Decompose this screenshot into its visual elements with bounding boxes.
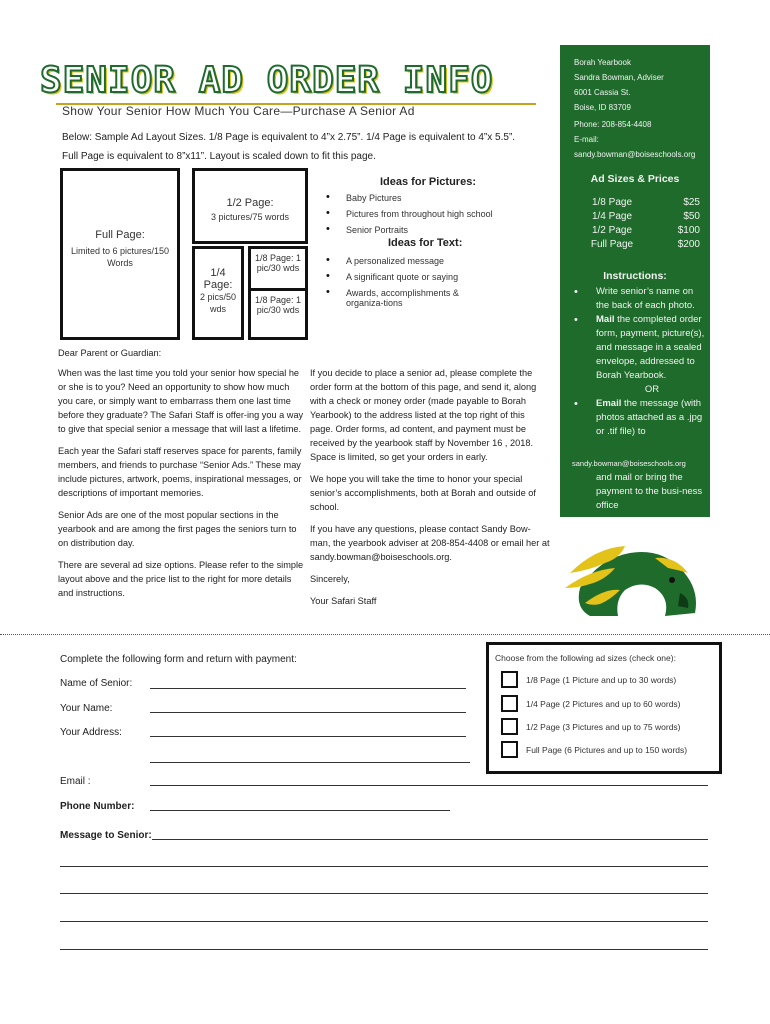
ad-size-option-label: 1/4 Page (2 Pictures and up to 60 words)	[526, 698, 681, 709]
price-row	[582, 196, 700, 210]
ideas-text-heading: Ideas for Text:	[388, 237, 463, 249]
ad-size-option-label: Full Page (6 Pictures and up to 150 words)	[526, 744, 688, 755]
or-separator: OR	[644, 384, 660, 395]
price-row	[582, 238, 700, 252]
letter-paragraph: There are several ad size options. Please refer to the simple layout above and the price list to the right for more details and instructions.	[58, 560, 304, 598]
ad-size-option[interactable]	[501, 741, 687, 758]
eighth-page-desc-1: pic/30 wds	[256, 263, 300, 273]
checkbox[interactable]	[501, 671, 518, 688]
ad-size-option-label: 1/8 Page (1 Picture and up to 30 words)	[526, 674, 677, 685]
price-row	[582, 224, 700, 238]
address-line: Borah Yearbook	[574, 58, 631, 67]
lion-mascot-icon	[560, 518, 710, 618]
letter-paragraph: If you have any questions, please contact Sandy Bow-man, the yearbook adviser at 208-854-4408 or email her at sandy.bowman@boiseschools.org.	[310, 524, 550, 562]
letter-paragraph: We hope you will take the time to honor your special senior’s accomplishments, both at Borah and outside of school.	[310, 474, 536, 512]
instructions-heading: Instructions:	[603, 270, 667, 282]
price-list	[582, 196, 700, 252]
cut-line	[0, 634, 770, 635]
instruction-email[interactable]: sandy.bowman@boiseschools.org	[572, 459, 686, 468]
checkbox[interactable]	[501, 741, 518, 758]
ad-size-option[interactable]	[501, 718, 681, 735]
price-size: 1/8 Page	[591, 197, 633, 208]
instruction-item: • Email the message (with photos attached as a .jpg or .tif file) to	[574, 397, 708, 439]
your-address-label: Your Address:	[60, 727, 122, 738]
instruction-item: • Write senior’s name on the back of each photo.	[574, 285, 708, 313]
phone-number: Phone: 208-854-4408	[574, 120, 652, 129]
your-name-field[interactable]	[150, 712, 466, 713]
eighth-page-sample-2	[248, 288, 308, 340]
list-item: • A significant quote or saying	[326, 272, 526, 282]
price-row	[582, 210, 700, 224]
full-page-desc: Limited to 6 pictures/150 Words	[70, 246, 170, 268]
address-line: Sandra Bowman, Adviser	[574, 73, 664, 82]
letter-paragraph: When was the last time you told your senior how special he or she is to you? Need an opportunity to show how much you care, or simply want to embarrass them one last time before they graduate? The Safari Staff is offer-ing you a way to give that special senior a message that will last a lifetime.	[58, 368, 304, 434]
eighth-page-label-2: 1/8 Page: 1	[254, 295, 302, 305]
sizes-heading: Ad Sizes & Prices	[590, 173, 680, 185]
checkbox[interactable]	[501, 695, 518, 712]
quarter-page-desc: 2 pics/50 wds	[199, 292, 237, 314]
list-item: • Pictures from throughout high school	[326, 209, 526, 219]
message-field-line[interactable]	[60, 866, 708, 867]
message-label: Message to Senior:	[60, 830, 152, 841]
message-field-line[interactable]	[152, 839, 708, 840]
letter-signature: Your Safari Staff	[310, 596, 377, 606]
address-field-line-2[interactable]	[150, 762, 470, 763]
price-size: Full Page	[590, 239, 634, 250]
email-label: Email :	[60, 776, 91, 787]
phone-label: Phone Number:	[60, 801, 135, 812]
list-item: • Awards, accomplishments & organiza-tions	[326, 288, 496, 308]
eighth-page-desc-2: pic/30 wds	[256, 305, 300, 315]
list-item: • A personalized message	[326, 256, 526, 266]
address-field-line-1[interactable]	[150, 736, 466, 737]
ad-size-heading: Choose from the following ad sizes (check one):	[495, 653, 676, 663]
ad-size-selector	[486, 642, 722, 774]
letter-paragraph: If you decide to place a senior ad, please complete the order form at the bottom of this page, and send it, along with a check or money order (made payable to Borah Yearbook) to the address listed at the top right of this page. Order forms, ad content, and payment must be received by the yearbook staff by November 16 , 2018. Space is limited, so get your orders in early.	[310, 368, 537, 462]
price-size: 1/4 Page	[591, 211, 633, 222]
senior-name-label: Name of Senior:	[60, 678, 133, 689]
letter-right-column	[310, 366, 550, 616]
message-field-line[interactable]	[60, 893, 708, 894]
email-address[interactable]: sandy.bowman@boiseschools.org	[574, 150, 696, 159]
full-page-label: Full Page:	[95, 229, 145, 241]
message-field-line[interactable]	[60, 921, 708, 922]
form-heading: Complete the following form and return with payment:	[60, 654, 297, 665]
half-page-desc: 3 pictures/75 words	[210, 212, 290, 222]
subtitle: Show Your Senior How Much You Care—Purchase A Senior Ad	[62, 104, 415, 118]
quarter-page-sample	[192, 246, 244, 340]
contact-sidebar	[560, 45, 710, 517]
mailing-address	[574, 55, 664, 115]
ideas-pictures-heading: Ideas for Pictures:	[380, 176, 476, 188]
contact-info	[574, 117, 695, 162]
intro-text: Below: Sample Ad Layout Sizes. 1/8 Page is equivalent to 4”x 2.75”. 1/4 Page is equivalent to 4”x 5.5”. Full Page is equivalent to 8”x11”. Layout is scaled down to fit this page.	[62, 132, 516, 162]
price-amount: $25	[683, 197, 700, 208]
message-field-line[interactable]	[60, 949, 708, 950]
letter-signoff: Sincerely,	[310, 574, 350, 584]
page-title: SENIOR AD ORDER INFO	[40, 60, 494, 101]
quarter-page-label: 1/4 Page:	[203, 267, 233, 291]
eighth-page-label-1: 1/8 Page: 1	[254, 253, 302, 263]
checkbox[interactable]	[501, 718, 518, 735]
full-page-sample	[60, 168, 180, 340]
letter-left-column	[58, 366, 304, 608]
instructions-list	[574, 285, 708, 439]
price-size: 1/2 Page	[591, 225, 633, 236]
instruction-item: and mail or bring the payment to the busi-ness office	[596, 472, 703, 511]
ad-size-option[interactable]	[501, 671, 676, 688]
price-amount: $50	[683, 211, 700, 222]
letter-greeting: Dear Parent or Guardian:	[58, 348, 162, 358]
address-line: 6001 Cassia St.	[574, 88, 631, 97]
half-page-label: 1/2 Page:	[226, 197, 274, 209]
price-amount: $200	[677, 239, 700, 250]
list-item: • Baby Pictures	[326, 193, 526, 203]
list-item: • Senior Portraits	[326, 225, 526, 235]
half-page-sample	[192, 168, 308, 244]
price-amount: $100	[677, 225, 700, 236]
instruction-item: • Mail the completed order form, payment, picture(s), and message in a sealed envelope, addressed to Borah Yearbook.	[574, 313, 708, 383]
phone-field[interactable]	[150, 810, 450, 811]
ideas-pictures-list	[326, 193, 526, 241]
eighth-page-sample-1	[248, 246, 308, 292]
letter-paragraph: Each year the Safari staff reserves space for parents, family members, and friends to purchase “Senior Ads.” These may include pictures, artwork, poems, inspirational messages, or descriptions of important memories.	[58, 446, 302, 498]
address-line: Boise, ID 83709	[574, 103, 631, 112]
your-name-label: Your Name:	[60, 703, 113, 714]
email-label: E-mail:	[574, 135, 599, 144]
email-field[interactable]	[150, 785, 708, 786]
ad-size-option[interactable]	[501, 695, 681, 712]
ad-size-option-label: 1/2 Page (3 Pictures and up to 75 words)	[526, 721, 681, 732]
letter-paragraph: Senior Ads are one of the most popular sections in the yearbook and are among the first pages the seniors turn to on distribution day.	[58, 510, 297, 548]
senior-name-field[interactable]	[150, 688, 466, 689]
ideas-text-list	[326, 256, 526, 314]
